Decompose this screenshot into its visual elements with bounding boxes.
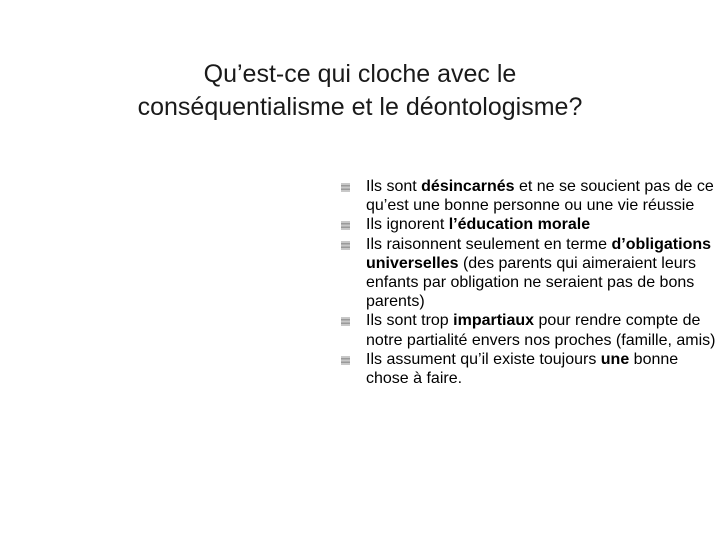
bullet-text: et ne se soucient pas de ce qu’est une bonne personne ou une vie réussie [366,178,714,215]
bullet-emphasis: désincarnés [421,178,515,195]
bullet-item [336,177,716,215]
bullet-item [336,235,716,312]
bullet-text: Ils raisonnent seulement en terme [366,235,612,253]
bullet-item [336,311,716,349]
slide-title-line-2: conséquentialisme et le déontologisme? [137,93,583,121]
bullet-text: Ils sont trop [366,312,454,330]
bullet-text: Ils sont [366,178,422,195]
slide-title-line-1: Qu’est-ce qui cloche avec le [203,60,517,88]
square-bullet-icon [341,221,350,230]
bullet-emphasis: impartiaux [453,312,535,330]
square-bullet-icon [341,241,350,250]
square-bullet-icon [341,183,350,192]
bullet-item [336,215,716,234]
bullet-list [336,177,716,388]
bullet-text: Ils assument qu’il existe toujours [366,350,601,368]
bullet-text: bonne chose à faire. [366,350,679,388]
bullet-text: Ils ignorent [366,216,449,234]
slide-title [40,58,680,124]
bullet-emphasis: une [600,350,630,368]
bullet-emphasis: l’éducation morale [448,216,591,234]
bullet-emphasis: d’obligations universelles [366,235,712,272]
bullet-item [336,350,716,388]
bullet-text: pour rendre compte de notre partialité envers nos proches (famille, amis) [366,312,716,349]
square-bullet-icon [341,356,350,365]
bullet-text: (des parents qui aimeraient leurs enfants par obligation ne seraient pas de bons parents) [366,254,696,311]
square-bullet-icon [341,317,350,326]
